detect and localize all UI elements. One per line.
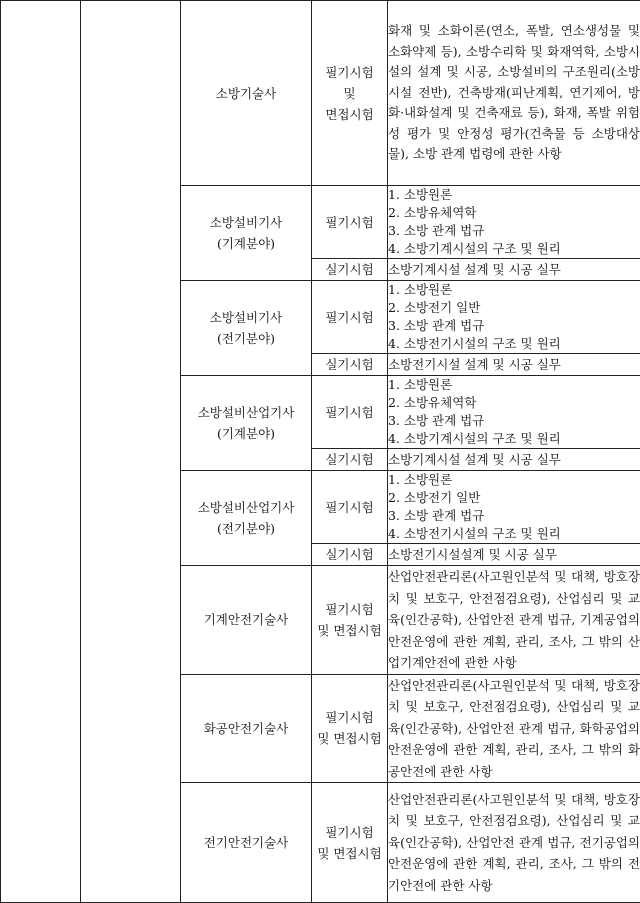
practical-exam-cell: 실기시험 bbox=[312, 449, 388, 471]
qualification-name: 전기안전기술사 bbox=[203, 835, 289, 850]
subject-item: 1. 소방원론 bbox=[388, 377, 453, 392]
qualification-cell bbox=[181, 566, 312, 675]
qualification-name: 소방설비산업기사 bbox=[197, 405, 295, 420]
practical-subject-cell: 소방기계시설 설계 및 시공 실무 bbox=[388, 259, 640, 281]
subject-item: 4. 소방전기시설의 구조 및 원리 bbox=[388, 526, 561, 541]
subjects-cell: 산업안전관리론(사고원인분석 및 대책, 방호장치 및 보호구, 안전점검요령), 산업심리 및 교육(인간공학), 산업안전 관계 법규, 기계공업의 안전운영에 관한 계획, 관리, 조사, 그 밖의 산업기계안전에 관한 사항 bbox=[388, 566, 640, 675]
subject-item: 3. 소방 관계 법규 bbox=[388, 508, 485, 523]
exam-method-line: 필기시험 bbox=[325, 710, 374, 726]
qualification-cell bbox=[181, 674, 312, 783]
exam-method-line: 및 면접시험 bbox=[317, 731, 382, 747]
exam-method-line: 필기시험 bbox=[325, 601, 374, 617]
written-subjects-cell bbox=[388, 186, 640, 259]
qualification-cell bbox=[181, 376, 312, 471]
exam-method-line: 필기시험 bbox=[325, 64, 374, 80]
subject-item: 1. 소방원론 bbox=[388, 282, 453, 297]
exam-method-cell bbox=[312, 566, 388, 675]
subcategory-cell bbox=[81, 1, 181, 903]
written-exam-cell: 필기시험 bbox=[312, 281, 388, 354]
subject-item: 3. 소방 관계 법규 bbox=[388, 223, 485, 238]
written-exam-cell: 필기시험 bbox=[312, 186, 388, 259]
subject-item: 3. 소방 관계 법규 bbox=[388, 318, 485, 333]
subject-item: 4. 소방전기시설의 구조 및 원리 bbox=[388, 336, 561, 351]
subjects-cell: 산업안전관리론(사고원인분석 및 대책, 방호장치 및 보호구, 안전점검요령), 산업심리 및 교육(인간공학), 산업안전 관계 법규, 화학공업의 안전운영에 관한 계획, 관리, 조사, 그 밖의 화공안전에 관한 사항 bbox=[388, 674, 640, 783]
written-subjects-cell bbox=[388, 376, 640, 449]
subject-item: 1. 소방원론 bbox=[388, 187, 453, 202]
subject-item: 2. 소방전기 일반 bbox=[388, 490, 481, 505]
qualification-name: 소방설비기사 bbox=[209, 310, 283, 325]
practical-exam-cell: 실기시험 bbox=[312, 259, 388, 281]
qualification-name: 기계안전기술사 bbox=[203, 612, 289, 628]
qualification-cell bbox=[181, 783, 312, 903]
written-exam-cell: 필기시험 bbox=[312, 376, 388, 449]
practical-subject-cell: 소방기계시설 설계 및 시공 실무 bbox=[388, 449, 640, 471]
written-exam-cell: 필기시험 bbox=[312, 471, 388, 544]
qualification-cell bbox=[181, 471, 312, 566]
subjects-cell: 화재 및 소화이론(연소, 폭발, 연소생성물 및 소화약제 등), 소방수리학 및 화재역학, 소방시설의 설계 및 시공, 소방설비의 구조원리(소방시설 전반), 건축방재(피난계획, 연기제어, 방화·내화설계 및 건축재료 등), 화재, 폭발 위험성 평가 및 안정성 평가(건축물 등 소방대상물), 소방 관계 법령에 관한 사항 bbox=[388, 1, 640, 186]
subject-item: 4. 소방기계시설의 구조 및 원리 bbox=[388, 431, 561, 446]
qualification-field: (전기분야) bbox=[216, 331, 276, 346]
qualification-name: 화공안전기술사 bbox=[203, 720, 289, 736]
subject-item: 3. 소방 관계 법규 bbox=[388, 413, 485, 428]
qualification-field: (전기분야) bbox=[216, 521, 276, 536]
subject-item: 2. 소방유체역학 bbox=[388, 395, 477, 410]
written-subjects-cell bbox=[388, 471, 640, 544]
qualification-name: 소방기술사 bbox=[215, 85, 277, 101]
exam-method-line: 필기시험 bbox=[325, 824, 374, 840]
practical-exam-cell: 실기시험 bbox=[312, 544, 388, 566]
practical-subject-cell: 소방전기시설 설계 및 시공 실무 bbox=[388, 354, 640, 376]
practical-subject-cell: 소방전기시설설계 및 시공 실무 bbox=[388, 544, 640, 566]
subject-item: 2. 소방전기 일반 bbox=[388, 300, 481, 315]
qualification-name: 소방설비기사 bbox=[209, 215, 283, 230]
qualification-name: 소방설비산업기사 bbox=[197, 500, 295, 515]
subject-item: 2. 소방유체역학 bbox=[388, 205, 477, 220]
exam-method-line: 및 면접시험 bbox=[317, 845, 382, 861]
exam-method-line: 면접시험 bbox=[325, 106, 374, 122]
exam-method-cell bbox=[312, 783, 388, 903]
qualification-cell bbox=[181, 186, 312, 281]
subjects-cell: 산업안전관리론(사고원인분석 및 대책, 방호장치 및 보호구, 안전점검요령), 산업심리 및 교육(인간공학), 산업안전 관계 법규, 전기공업의 안전운영에 관한 계획, 관리, 조사, 그 밖의 전기안전에 관한 사항 bbox=[388, 783, 640, 903]
qualification-cell bbox=[181, 281, 312, 376]
table-row bbox=[1, 1, 640, 186]
qualification-cell bbox=[181, 1, 312, 186]
qualification-field: (기계분야) bbox=[216, 426, 276, 441]
written-subjects-cell bbox=[388, 281, 640, 354]
exam-method-line: 및 면접시험 bbox=[317, 622, 382, 638]
subject-item: 1. 소방원론 bbox=[388, 472, 453, 487]
category-cell bbox=[1, 1, 81, 903]
subject-item: 4. 소방기계시설의 구조 및 원리 bbox=[388, 241, 561, 256]
practical-exam-cell: 실기시험 bbox=[312, 354, 388, 376]
exam-method-line: 및 bbox=[343, 85, 356, 101]
exam-method-cell bbox=[312, 1, 388, 186]
exam-method-cell bbox=[312, 674, 388, 783]
qualification-field: (기계분야) bbox=[216, 236, 276, 251]
